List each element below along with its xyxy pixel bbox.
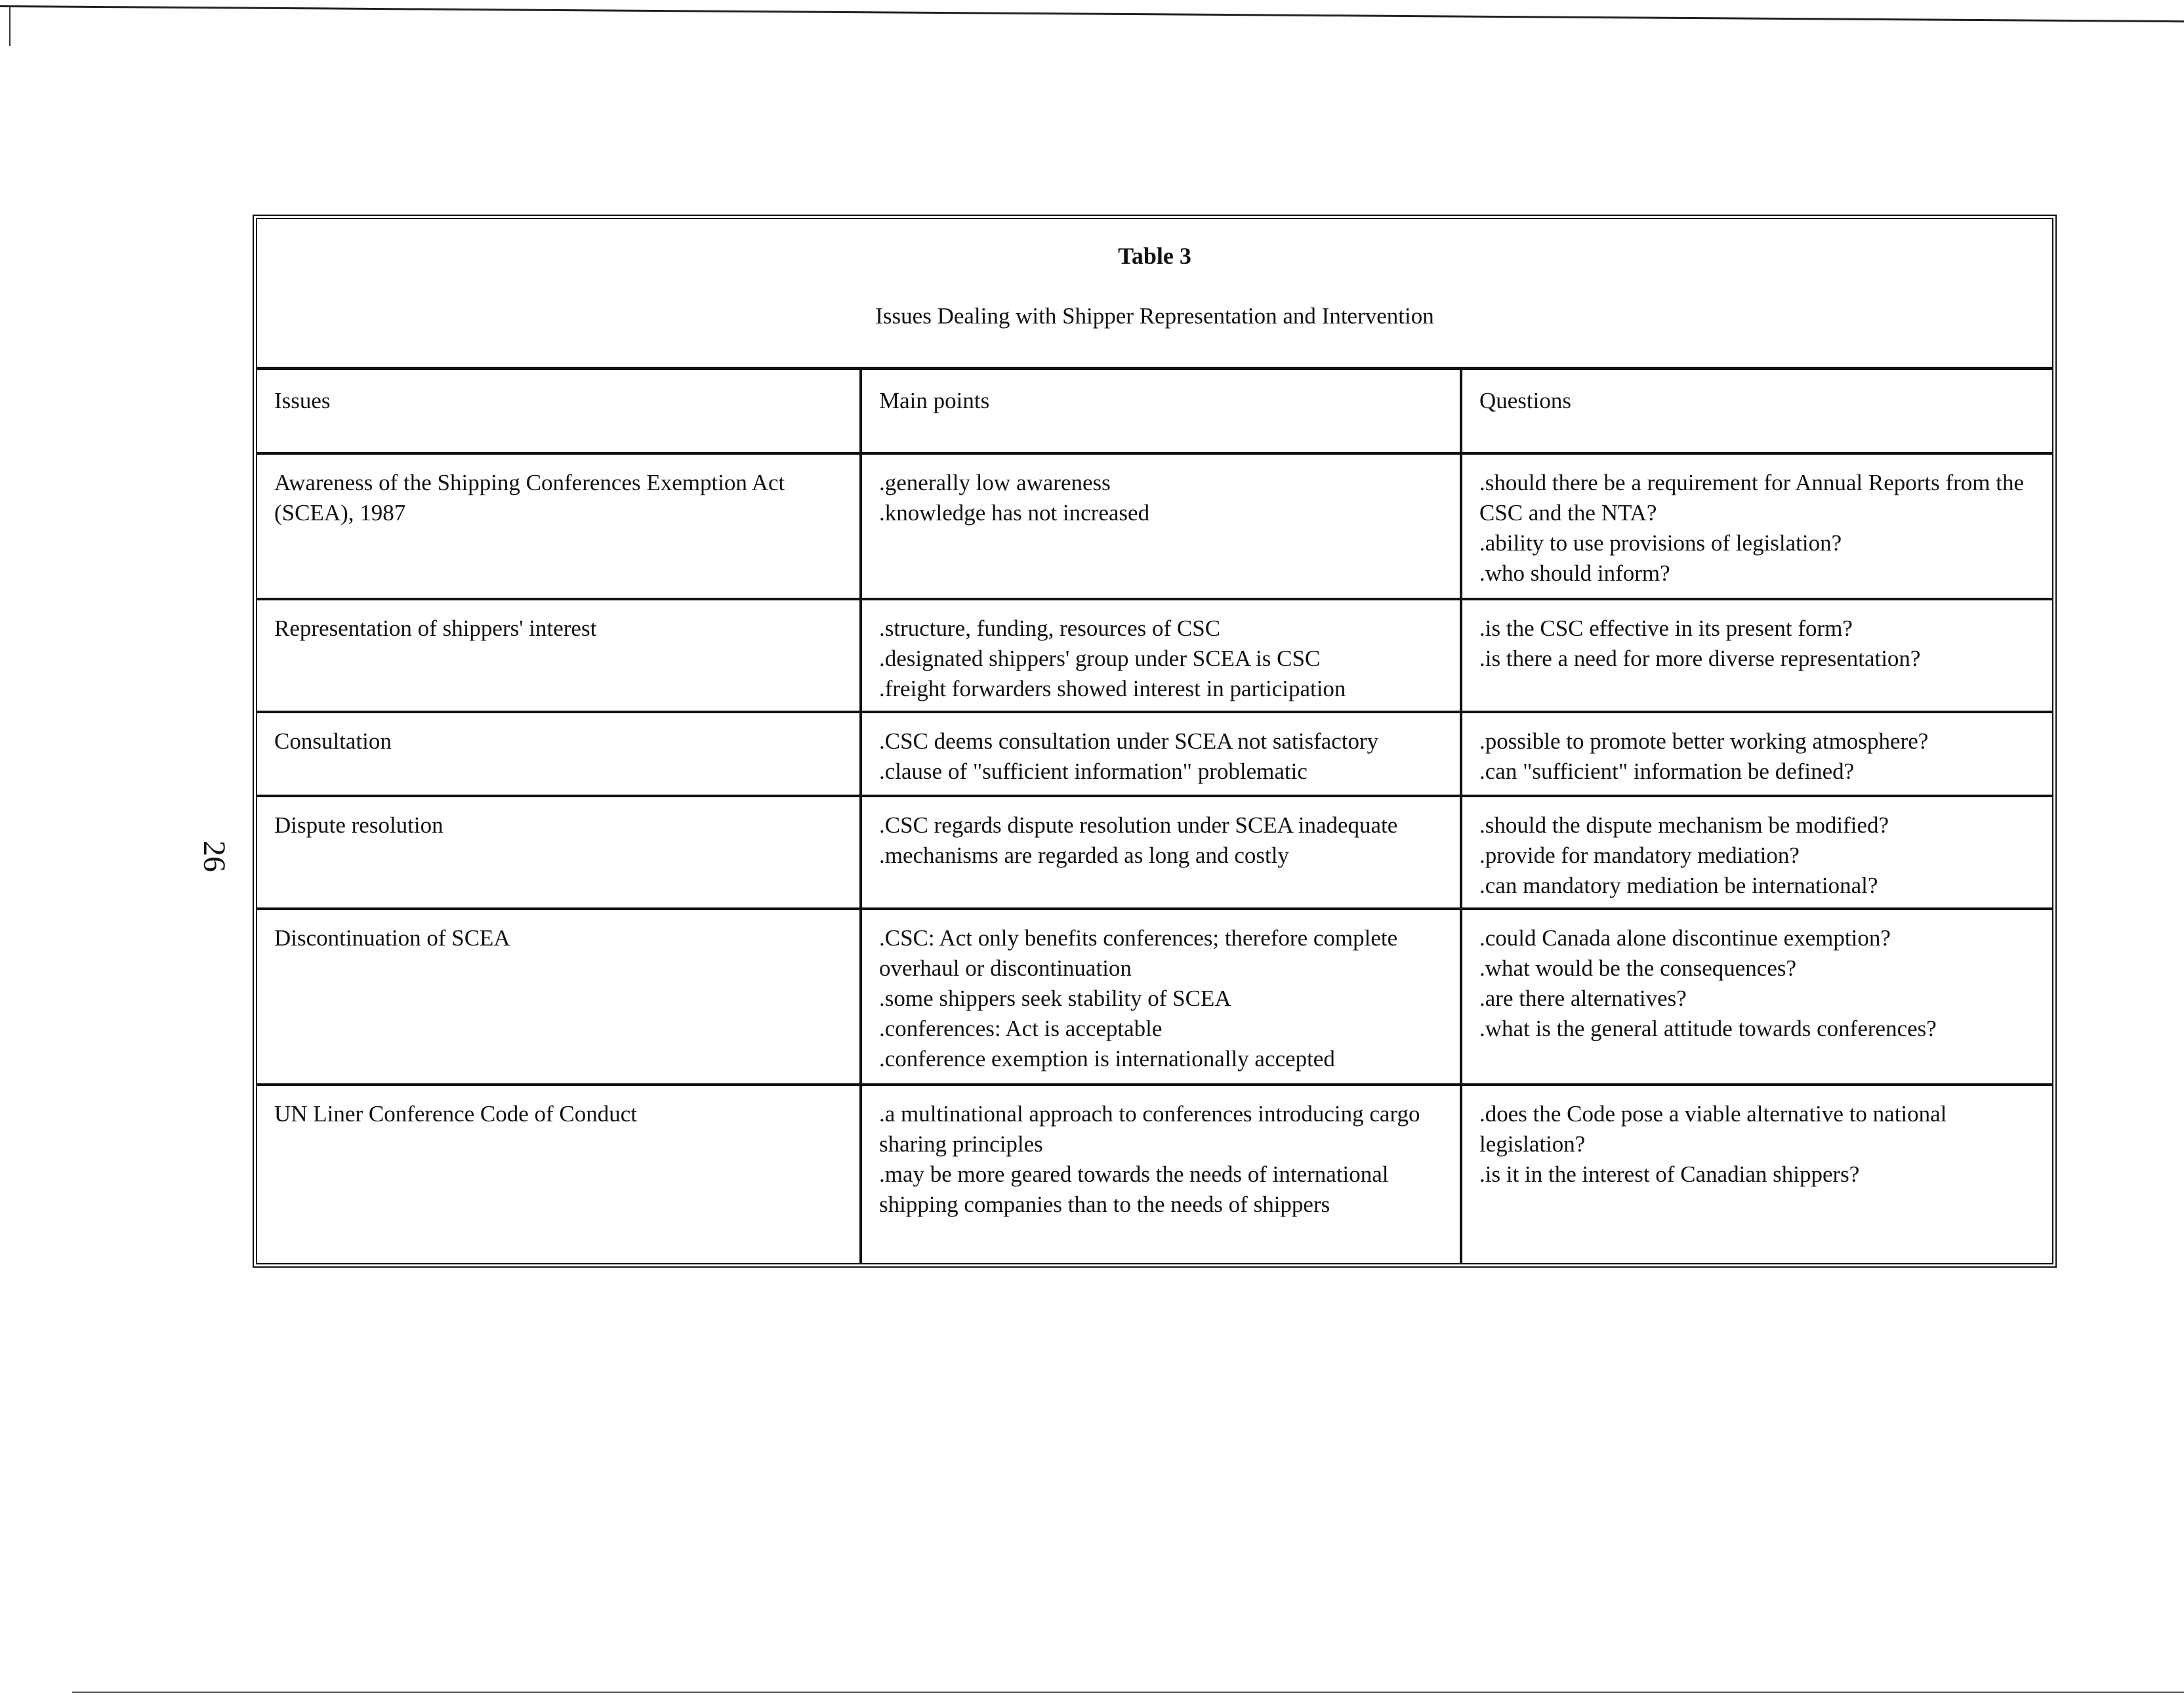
column-header-questions: Questions xyxy=(1461,370,2052,453)
page-number: 26 xyxy=(197,841,232,872)
main-point: .designated shippers' group under SCEA is CSC xyxy=(879,646,1321,671)
question: .does the Code pose a viable alternative to national legislation? xyxy=(1479,1101,1947,1157)
question: .what is the general attitude towards conferences? xyxy=(1479,1016,1937,1041)
issue-cell: Dispute resolution xyxy=(257,796,861,909)
main-point: .freight forwarders showed interest in participation xyxy=(879,676,1346,701)
main-points-cell xyxy=(861,1085,1461,1263)
questions-cell xyxy=(1461,453,2052,599)
questions-cell xyxy=(1461,712,2052,796)
main-points-cell xyxy=(861,453,1461,599)
table-frame xyxy=(253,215,2057,1268)
table-row xyxy=(257,712,2052,796)
issue-cell: Discontinuation of SCEA xyxy=(257,909,861,1085)
main-point: .some shippers seek stability of SCEA xyxy=(879,986,1231,1011)
question: .are there alternatives? xyxy=(1479,986,1687,1011)
main-point: .clause of "sufficient information" problematic xyxy=(879,759,1308,784)
main-point: .generally low awareness xyxy=(879,470,1111,495)
scan-edge-bottom xyxy=(72,1692,2184,1693)
scan-edge-left xyxy=(9,7,10,46)
question: .can mandatory mediation be international? xyxy=(1479,873,1878,898)
question: .provide for mandatory mediation? xyxy=(1479,843,1800,868)
table-subtitle: Issues Dealing with Shipper Representation and Intervention xyxy=(875,303,1434,329)
main-point: .CSC: Act only benefits conferences; therefore complete overhaul or discontinuation xyxy=(879,925,1398,981)
main-point: .a multinational approach to conferences introducing cargo sharing principles xyxy=(879,1101,1420,1157)
question: .is the CSC effective in its present form? xyxy=(1479,615,1853,641)
table-row xyxy=(257,1085,2052,1263)
issue-cell: Representation of shippers' interest xyxy=(257,599,861,712)
question: .who should inform? xyxy=(1479,560,1670,586)
main-point: .CSC deems consultation under SCEA not satisfactory xyxy=(879,728,1379,754)
questions-cell xyxy=(1461,599,2052,712)
main-point: .structure, funding, resources of CSC xyxy=(879,615,1221,641)
question: .can "sufficient" information be defined? xyxy=(1479,759,1855,784)
column-header-main-points: Main points xyxy=(861,370,1461,453)
main-points-cell xyxy=(861,796,1461,909)
main-points-cell xyxy=(861,909,1461,1085)
question: .ability to use provisions of legislation? xyxy=(1479,530,1842,556)
issue-cell: Consultation xyxy=(257,712,861,796)
issue-cell: UN Liner Conference Code of Conduct xyxy=(257,1085,861,1263)
question: .what would be the consequences? xyxy=(1479,955,1797,981)
question: .could Canada alone discontinue exemption? xyxy=(1479,925,1891,951)
question: .is it in the interest of Canadian shippers? xyxy=(1479,1161,1860,1187)
questions-cell xyxy=(1461,796,2052,909)
question: .should there be a requirement for Annual Reports from the CSC and the NTA? xyxy=(1479,470,2025,526)
main-points-cell xyxy=(861,712,1461,796)
questions-cell xyxy=(1461,1085,2052,1263)
main-point: .knowledge has not increased xyxy=(879,500,1150,526)
main-point: .CSC regards dispute resolution under SCEA inadequate xyxy=(879,812,1398,838)
table-title: Table 3 xyxy=(1118,243,1191,269)
main-point: .may be more geared towards the needs of international shipping companies than to the needs of shippers xyxy=(879,1161,1389,1217)
table-row xyxy=(257,453,2052,599)
scan-edge-top xyxy=(0,5,2184,22)
question: .possible to promote better working atmosphere? xyxy=(1479,728,1929,754)
table-header-row xyxy=(257,370,2052,453)
main-points-cell xyxy=(861,599,1461,712)
questions-cell xyxy=(1461,909,2052,1085)
question: .is there a need for more diverse representation? xyxy=(1479,646,1921,671)
main-point: .conference exemption is internationally accepted xyxy=(879,1046,1335,1071)
table-caption xyxy=(257,219,2052,370)
main-point: .mechanisms are regarded as long and costly xyxy=(879,843,1289,868)
table-row xyxy=(257,909,2052,1085)
issue-cell: Awareness of the Shipping Conferences Exemption Act (SCEA), 1987 xyxy=(257,453,861,599)
question: .should the dispute mechanism be modified? xyxy=(1479,812,1889,838)
issues-table xyxy=(257,370,2052,1263)
main-point: .conferences: Act is acceptable xyxy=(879,1016,1163,1041)
table-row xyxy=(257,796,2052,909)
table-row xyxy=(257,599,2052,712)
column-header-issues: Issues xyxy=(257,370,861,453)
